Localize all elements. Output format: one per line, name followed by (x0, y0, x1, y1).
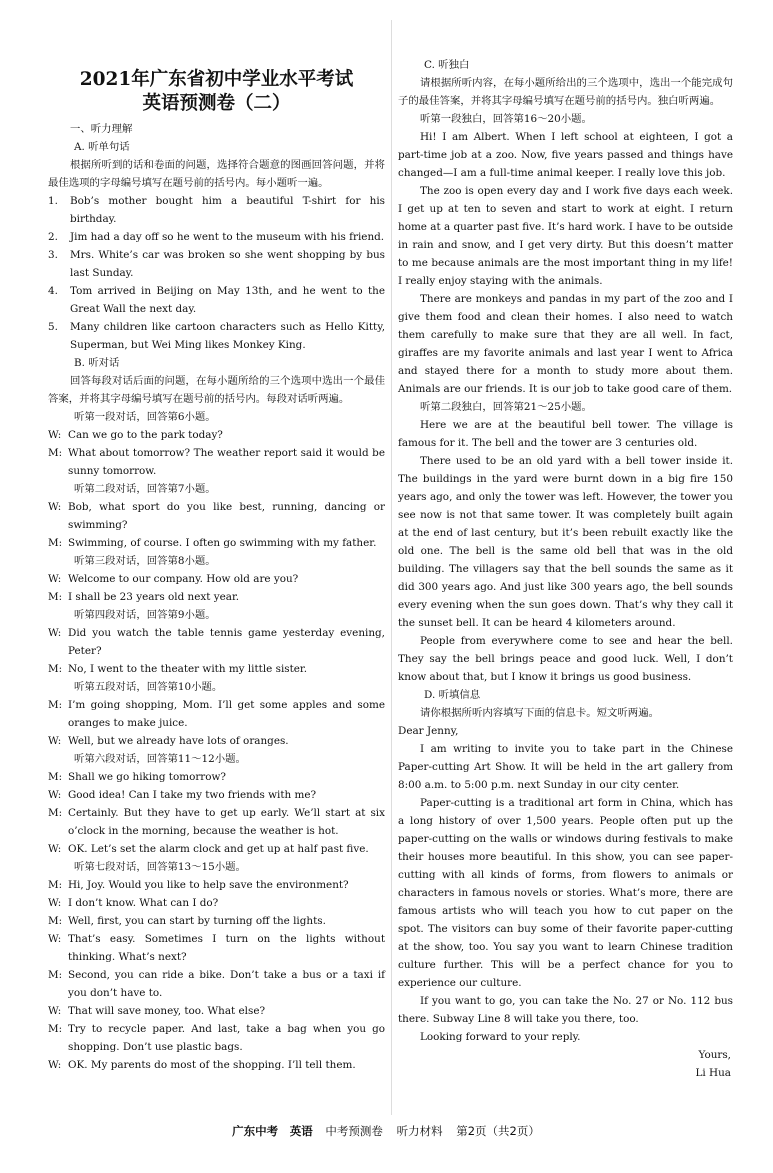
dialogue-prompt: 听第四段对话，回答第9小题。 (74, 609, 216, 621)
section-b-heading: B. 听对话 (74, 357, 120, 369)
dialogue-line: M: Well, first, you can start by turning off the lights. (48, 915, 326, 927)
dialogue-line: M: Second, you can ride a bike. Don’t take a bus or a taxi if you don’t have to. (48, 969, 385, 999)
dialogue-prompt: 听第六段对话，回答第11～12小题。 (74, 753, 246, 765)
paragraph: People from everywhere come to see and hear the bell. They say the bell brings peace and good luck. Well, I don’t know about that, but I know it brings us good business. (398, 635, 733, 683)
dialogue-line: M: What about tomorrow? The weather report said it would be sunny tomorrow. (48, 447, 385, 477)
exam-title: 2021年广东省初中学业水平考试 (79, 69, 354, 90)
dialogue-line: M: Shall we go hiking tomorrow? (48, 771, 226, 783)
dialogue-line: M: Certainly. But they have to get up early. We’ll start at six o’clock in the morning, because the weather is hot. (48, 807, 385, 837)
paragraph: There used to be an old yard with a bell tower inside it. The buildings in the yard were burnt down in a big fire 150 years ago, and only the tower was left. However, the tower you see now is not that same tower. It was completely built again at the end of last century, but it’s been rebuilt exactly like the old one. The bell is the same old bell that was in the old building. The villagers say that the bell sounds the same as it did 300 years ago. And just like 300 years ago, the bell sounds every evening when the sun goes down. That’s why they call it the sunset bell. It can be heard 4 kilometers around. (398, 455, 733, 629)
section-d-instructions: 请你根据所听内容填写下面的信息卡。短文听两遍。 (420, 707, 659, 719)
right-column (398, 0, 733, 1082)
dialogue-line: W: Welcome to our company. How old are you? (48, 573, 299, 585)
dialogue-line: W: Good idea! Can I take my two friends with me? (48, 789, 317, 801)
dialogue-line: W: OK. My parents do most of the shopping. I’ll tell them. (48, 1059, 356, 1071)
dialogue-line: W: That will save money, too. What else? (48, 1005, 266, 1017)
dialogue-line: W: That’s easy. Sometimes I turn on the lights without thinking. What’s next? (48, 933, 385, 963)
paragraph: Hi! I am Albert. When I left school at eighteen, I got a part-time job at a zoo. Now, five years passed and things have changed—I am a full-time animal keeper. I really love this job. (398, 131, 733, 179)
paragraph: The zoo is open every day and I work five days each week. I get up at ten to seven and start to work at eight. I return home at a quarter past five. It’s hard work. I have to be outside in rain and snow, and I get very dirty. But this doesn’t matter to me because animals are the most important thing in my life! I really enjoy staying with the animals. (398, 185, 733, 287)
column-divider (391, 20, 392, 1115)
dialogue-prompt: 听第五段对话，回答第10小题。 (74, 681, 223, 693)
paragraph: I am writing to invite you to take part in the Chinese Paper-cutting Art Show. It will be held in the art gallery from 8:00 a.m. to 5:00 p.m. next Sunday in our city center. (398, 743, 733, 791)
dialogue-prompt: 听第三段对话，回答第8小题。 (74, 555, 216, 567)
dialogue-line: M: Swimming, of course. I often go swimming with my father. (48, 537, 377, 549)
dialogue-line: W: I don’t know. What can I do? (48, 897, 219, 909)
list-item: 4. Tom arrived in Beijing on May 13th, and he went to the Great Wall the next day. (48, 285, 385, 315)
footer-subject: 英语 (289, 1124, 313, 1138)
paragraph: Looking forward to your reply. (420, 1031, 581, 1043)
dialogue-line: M: I’m going shopping, Mom. I’ll get some apples and some oranges to make juice. (48, 699, 385, 729)
monologue-prompt: 听第二段独白，回答第21～25小题。 (420, 401, 592, 413)
list-item: 3. Mrs. White’s car was broken so she went shopping by bus last Sunday. (48, 249, 385, 279)
dialogue-line: W: Well, but we already have lots of oranges. (48, 735, 289, 747)
footer-paper: 中考预测卷 (325, 1124, 383, 1138)
paragraph: Paper-cutting is a traditional art form in China, which has a long history of over 1,500 years. People often put up the paper-cutting on the walls or windows during festivals to make their houses more beautiful. In this show, you can see paper-cutting with all kinds of forms, from flowers to animals or characters in famous novels or stories. What’s more, there are famous artists who will teach you how to cut paper on the spot. The visitors can buy some of their favorite paper-cutting at the show, too. You say you want to learn Chinese tradition culture further. This will be a perfect chance for you to experience our culture. (398, 797, 733, 989)
dialogue-line: M: Try to recycle paper. And last, take a bag when you go shopping. Don’t use plastic bags. (48, 1023, 385, 1053)
dialogue-line: M: Hi, Joy. Would you like to help save the environment? (48, 879, 349, 891)
section-a-heading: A. 听单句话 (74, 141, 130, 153)
section-d-heading: D. 听填信息 (424, 689, 481, 701)
dialogue-line: M: No, I went to the theater with my little sister. (48, 663, 308, 675)
list-item: 2. Jim had a day off so he went to the museum with his friend. (48, 231, 385, 243)
letter-signature: Li Hua (695, 1067, 731, 1079)
dialogue-prompt: 听第二段对话，回答第7小题。 (74, 483, 216, 495)
part1-heading: 一、听力理解 (70, 123, 133, 135)
footer-page-number: 第2页（共2页） (456, 1124, 540, 1138)
paragraph: There are monkeys and pandas in my part of the zoo and I give them food and clean their homes. I also need to watch them carefully to make sure that they are all well. In fact, giraffes are my favorite animals and last year I went to Africa and stayed there for a month to study more about them. Animals are our friends. It is our job to take good care of them. (398, 293, 733, 395)
page-footer (0, 1123, 773, 1139)
list-item: 1. Bob’s mother bought him a beautiful T-shirt for his birthday. (48, 195, 385, 225)
monologue-prompt: 听第一段独白，回答第16～20小题。 (420, 113, 592, 125)
section-c-instructions: 请根据所听内容，在每小题所给出的三个选项中，选出一个能完成句子的最佳答案，并将其字母编号填写在题号前的括号内。独白听两遍。 (398, 77, 733, 107)
dialogue-line: W: OK. Let’s set the alarm clock and get up at half past five. (48, 843, 369, 855)
dialogue-prompt: 听第七段对话，回答第13～15小题。 (74, 861, 246, 873)
letter-greeting: Dear Jenny, (398, 725, 459, 737)
dialogue-line: W: Did you watch the table tennis game yesterday evening, Peter? (48, 627, 385, 657)
paragraph: If you want to go, you can take the No. 27 or No. 112 bus there. Subway Line 8 will take you there, too. (398, 995, 733, 1025)
dialogue-line: W: Bob, what sport do you like best, running, dancing or swimming? (48, 501, 385, 531)
footer-material: 听力材料 (396, 1124, 443, 1138)
section-a-instructions: 根据所听到的话和卷面的问题，选择符合题意的图画回答问题，并将最佳选项的字母编号填写在题号前的括号内。每小题听一遍。 (48, 159, 385, 189)
footer-brand: 广东中考 (232, 1124, 279, 1138)
list-item: 5. Many children like cartoon characters such as Hello Kitty, Superman, but Wei Ming likes Monkey King. (48, 321, 385, 351)
section-b-instructions: 回答每段对话后面的问题，在每小题所给的三个选项中选出一个最佳答案，并将其字母编号填写在题号前的括号内。每段对话听两遍。 (48, 375, 385, 405)
exam-subtitle: 英语预测卷（二） (142, 93, 291, 114)
dialogue-prompt: 听第一段对话，回答第6小题。 (74, 411, 216, 423)
dialogue-line: W: Can we go to the park today? (48, 429, 223, 441)
paragraph: Here we are at the beautiful bell tower. The village is famous for it. The bell and the tower are 3 centuries old. (398, 419, 733, 449)
letter-closing: Yours, (698, 1049, 731, 1061)
dialogue-line: M: I shall be 23 years old next year. (48, 591, 240, 603)
left-column (48, 0, 385, 1074)
section-c-heading: C. 听独白 (424, 59, 470, 71)
